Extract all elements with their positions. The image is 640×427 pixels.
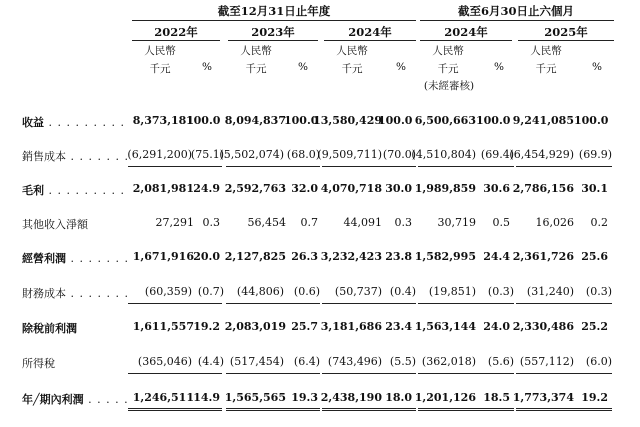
cell-pct: 14.9 <box>193 391 220 404</box>
cell-value: 1,246,511 <box>132 391 194 404</box>
cell-pct: (0.3) <box>487 285 514 298</box>
cell-value: 44,091 <box>343 216 382 229</box>
cell-pct: 0.7 <box>300 216 318 229</box>
year-underline-2022 <box>132 40 220 41</box>
cell-pct: 0.5 <box>492 216 510 229</box>
cell-pct: 20.0 <box>193 250 220 263</box>
cell-pct: 30.1 <box>581 182 608 195</box>
year-underline-2025-interim <box>518 40 614 41</box>
cell-pct: 30.0 <box>385 182 412 195</box>
currency-label-2024-interim: 人民幣 <box>432 45 464 57</box>
cell-value: 27,291 <box>155 216 194 229</box>
cell-value: (6,291,200) <box>127 148 192 161</box>
cell-pct: (0.3) <box>585 285 612 298</box>
group-underline-interim <box>420 20 614 21</box>
cell-value: 3,181,686 <box>320 320 382 333</box>
cell-pct: 24.0 <box>483 320 510 333</box>
cell-pct: 19.2 <box>193 320 220 333</box>
cell-pct: 19.2 <box>581 391 608 404</box>
pct-label-2024-interim: % <box>494 61 504 73</box>
pct-label-2022: % <box>202 61 212 73</box>
year-header-2024-interim: 2024年 <box>444 25 488 39</box>
double-rule-under-profit <box>516 408 612 411</box>
rule-under-cost-of-sales <box>128 166 222 167</box>
rule-under-cost-of-sales <box>226 166 320 167</box>
cell-pct: 25.2 <box>581 320 608 333</box>
year-header-2022: 2022年 <box>154 25 198 39</box>
cell-pct: 100.0 <box>284 114 319 127</box>
cell-value: (5,502,074) <box>219 148 284 161</box>
rule-under-income-tax <box>516 373 612 374</box>
rule-under-cost-of-sales <box>322 166 416 167</box>
rule-under-finance-costs <box>226 303 320 304</box>
rule-under-income-tax <box>128 373 222 374</box>
cell-pct: 24.9 <box>193 182 220 195</box>
unit-label-2025-interim: 千元 <box>535 63 557 75</box>
cell-value: (44,806) <box>236 285 284 298</box>
rule-under-cost-of-sales <box>516 166 612 167</box>
rule-under-finance-costs <box>322 303 416 304</box>
group-header-annual: 截至12月31日止年度 <box>217 4 331 18</box>
row-label-profit-before-tax: 除稅前利潤 <box>22 322 77 335</box>
cell-value: 16,026 <box>535 216 574 229</box>
row-label-gross-profit: 毛利 . . . <box>22 182 130 198</box>
cell-pct: 0.3 <box>202 216 220 229</box>
cell-pct: 23.4 <box>385 320 412 333</box>
cell-value: (9,509,711) <box>317 148 382 161</box>
unaudited-label: (未經審核) <box>423 80 475 92</box>
cell-value: 2,361,726 <box>512 250 574 263</box>
cell-value: (557,112) <box>519 355 574 368</box>
cell-value: 2,592,763 <box>224 182 286 195</box>
cell-pct: (0.4) <box>389 285 416 298</box>
group-header-interim: 截至6月30日止六個月 <box>457 4 574 18</box>
cell-pct: 18.5 <box>483 391 510 404</box>
unit-label-2024: 千元 <box>341 63 363 75</box>
cell-pct: 100.0 <box>186 114 221 127</box>
year-header-2024: 2024年 <box>348 25 392 39</box>
unit-label-2022: 千元 <box>149 63 171 75</box>
year-underline-2024 <box>324 40 416 41</box>
cell-value: (4,510,804) <box>411 148 476 161</box>
cell-pct: (5.6) <box>487 355 514 368</box>
cell-value: 1,671,916 <box>132 250 194 263</box>
rule-under-finance-costs <box>418 303 514 304</box>
year-underline-2023 <box>228 40 318 41</box>
cell-value: (50,737) <box>334 285 382 298</box>
cell-value: 1,582,995 <box>414 250 476 263</box>
double-rule-under-profit <box>226 408 320 411</box>
cell-value: 9,241,085 <box>512 114 574 127</box>
cell-value: 2,438,190 <box>320 391 382 404</box>
cell-value: (365,046) <box>137 355 192 368</box>
cell-value: 2,127,825 <box>224 250 286 263</box>
row-label-income-tax: 所得稅 <box>22 357 55 370</box>
cell-value: 30,719 <box>437 216 476 229</box>
cell-value: (60,359) <box>144 285 192 298</box>
rule-under-income-tax <box>226 373 320 374</box>
currency-label-2022: 人民幣 <box>144 45 176 57</box>
cell-value: 2,083,019 <box>224 320 286 333</box>
cell-pct: 32.0 <box>291 182 318 195</box>
cell-pct: (69.4) <box>480 148 514 161</box>
cell-pct: 23.8 <box>385 250 412 263</box>
cell-pct: (6.0) <box>585 355 612 368</box>
rule-under-finance-costs <box>516 303 612 304</box>
currency-label-2024: 人民幣 <box>336 45 368 57</box>
row-label-finance-costs: 財務成本 . . . <box>22 285 130 301</box>
cell-value: (362,018) <box>421 355 476 368</box>
cell-pct: 25.7 <box>291 320 318 333</box>
pct-label-2025-interim: % <box>592 61 602 73</box>
cell-pct: 100.0 <box>476 114 511 127</box>
cell-value: 2,081,981 <box>132 182 194 195</box>
cell-pct: 19.3 <box>291 391 318 404</box>
cell-pct: (75.1) <box>190 148 224 161</box>
pct-label-2024: % <box>396 61 406 73</box>
cell-pct: 26.3 <box>291 250 318 263</box>
year-header-2023: 2023年 <box>251 25 295 39</box>
cell-value: 8,094,837 <box>224 114 286 127</box>
cell-pct: 100.0 <box>574 114 609 127</box>
cell-value: 13,580,429 <box>313 114 382 127</box>
cell-pct: (0.7) <box>197 285 224 298</box>
cell-value: 56,454 <box>247 216 286 229</box>
year-underline-2024-interim <box>420 40 512 41</box>
cell-pct: 30.6 <box>483 182 510 195</box>
cell-pct: 100.0 <box>378 114 413 127</box>
cell-value: 6,500,663 <box>414 114 476 127</box>
cell-value: 1,773,374 <box>512 391 574 404</box>
cell-value: 1,611,557 <box>132 320 194 333</box>
currency-label-2023: 人民幣 <box>240 45 272 57</box>
cell-pct: 18.0 <box>385 391 412 404</box>
year-header-2025-interim: 2025年 <box>544 25 588 39</box>
rule-under-income-tax <box>418 373 514 374</box>
row-label-operating-profit: 經營利潤 . . . <box>22 250 130 266</box>
double-rule-under-profit <box>128 408 222 411</box>
cell-value: 1,565,565 <box>224 391 286 404</box>
group-underline-annual <box>132 20 416 21</box>
cell-value: 3,232,423 <box>320 250 382 263</box>
unit-label-2024-interim: 千元 <box>437 63 459 75</box>
cell-value: (6,454,929) <box>509 148 574 161</box>
cell-pct: (5.5) <box>389 355 416 368</box>
cell-pct: (4.4) <box>197 355 224 368</box>
rule-under-cost-of-sales <box>418 166 514 167</box>
cell-pct: (0.6) <box>293 285 320 298</box>
cell-value: 8,373,181 <box>132 114 194 127</box>
cell-value: (743,496) <box>327 355 382 368</box>
double-rule-under-profit <box>418 408 514 411</box>
cell-value: (31,240) <box>526 285 574 298</box>
cell-value: 2,330,486 <box>512 320 574 333</box>
cell-pct: (6.4) <box>293 355 320 368</box>
cell-pct: 0.3 <box>394 216 412 229</box>
unit-label-2023: 千元 <box>245 63 267 75</box>
row-label-profit-for-period: 年╱期內利潤 . . . <box>22 391 130 407</box>
cell-pct: (68.0) <box>286 148 320 161</box>
cell-value: (517,454) <box>229 355 284 368</box>
cell-pct: (70.0) <box>382 148 416 161</box>
cell-value: 4,070,718 <box>320 182 382 195</box>
cell-value: 2,786,156 <box>512 182 574 195</box>
cell-value: 1,201,126 <box>414 391 476 404</box>
currency-label-2025-interim: 人民幣 <box>530 45 562 57</box>
row-label-revenue: 收益 . . . <box>22 114 130 130</box>
cell-value: 1,563,144 <box>414 320 476 333</box>
cell-pct: 0.2 <box>590 216 608 229</box>
pct-label-2023: % <box>298 61 308 73</box>
rule-under-finance-costs <box>128 303 222 304</box>
row-label-cost-of-sales: 銷售成本 . . . <box>22 148 130 164</box>
cell-value: 1,989,859 <box>414 182 476 195</box>
cell-pct: 25.6 <box>581 250 608 263</box>
cell-value: (19,851) <box>428 285 476 298</box>
row-label-other-income: 其他收入淨額 <box>22 218 88 231</box>
double-rule-under-profit <box>322 408 416 411</box>
cell-pct: (69.9) <box>578 148 612 161</box>
cell-pct: 24.4 <box>483 250 510 263</box>
rule-under-income-tax <box>322 373 416 374</box>
